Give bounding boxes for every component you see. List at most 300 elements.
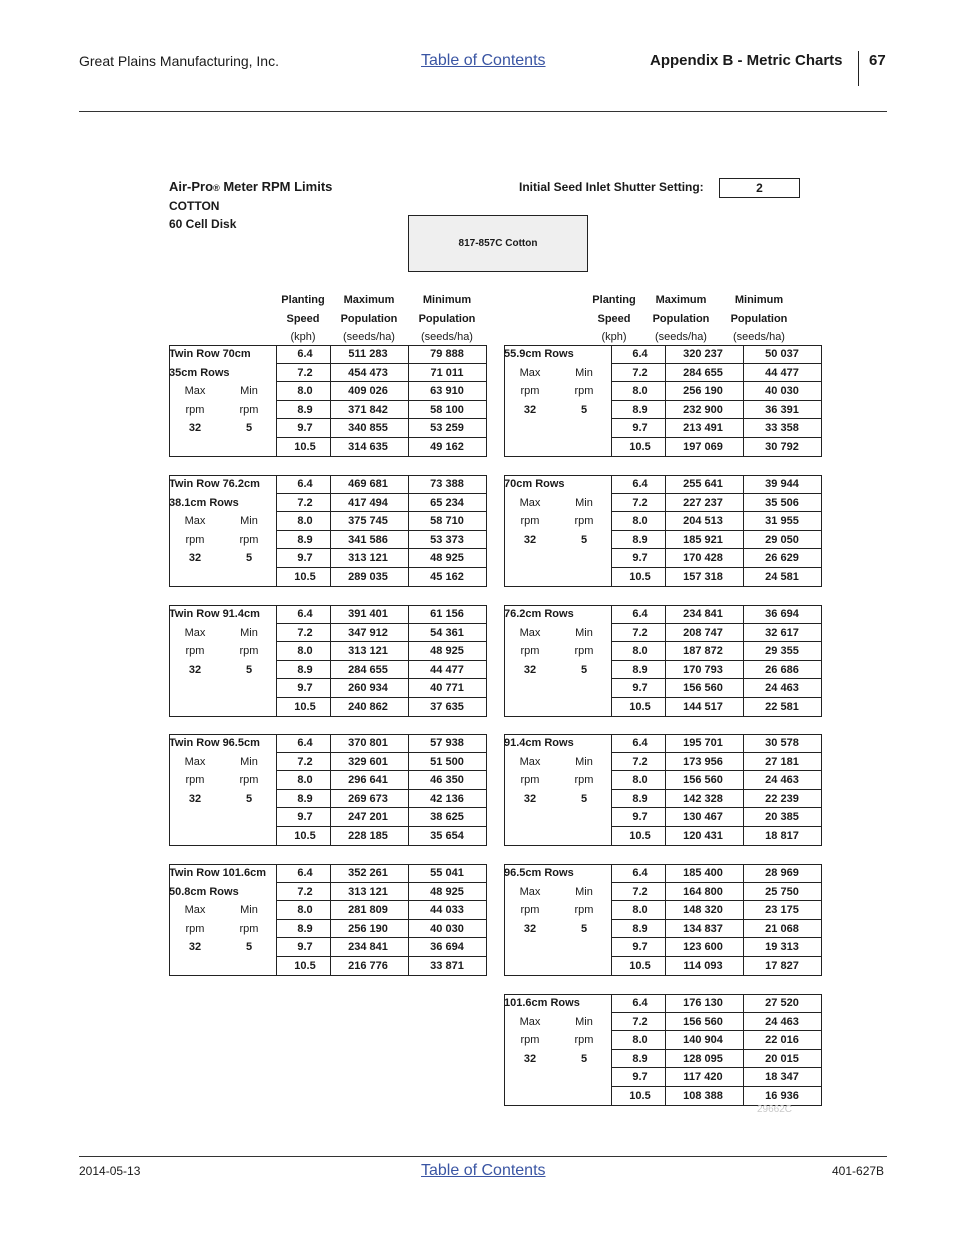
speed-cell: 10.5 <box>294 440 316 453</box>
max-population-cell: 164 800 <box>683 885 723 898</box>
col-header-unit: (seeds/ha) <box>733 331 785 343</box>
rpm-label: rpm <box>239 774 259 786</box>
max-population-cell: 187 872 <box>683 645 723 657</box>
row-spacing-title: 96.5cm Rows <box>504 867 574 879</box>
col-header-line: Minimum <box>734 294 784 306</box>
speed-cell: 6.4 <box>632 608 648 620</box>
min-population-cell: 50 037 <box>765 348 799 360</box>
header-divider <box>858 51 859 86</box>
col-header-line: Planting <box>281 294 325 306</box>
speed-cell: 8.0 <box>632 515 648 527</box>
min-rpm-value: 5 <box>245 941 253 953</box>
chart-title <box>169 179 332 194</box>
figure-id: 29662C <box>757 1104 793 1115</box>
rpm-label: rpm <box>574 385 594 397</box>
max-population-cell: 371 842 <box>348 403 388 416</box>
col-header-line: Population <box>418 312 476 325</box>
max-population-cell: 117 420 <box>683 1071 723 1083</box>
min-population-cell: 18 817 <box>765 829 799 842</box>
rpm-label: rpm <box>574 774 594 786</box>
chart-title-rest: Meter RPM Limits <box>219 179 333 194</box>
max-population-cell: 240 862 <box>348 700 388 713</box>
max-label: Max <box>184 755 206 768</box>
speed-cell: 8.0 <box>632 385 648 397</box>
speed-cell: 9.7 <box>297 552 313 564</box>
min-population-cell: 58 100 <box>430 403 464 416</box>
rpm-label: rpm <box>520 1034 540 1046</box>
min-population-cell: 42 136 <box>430 792 464 805</box>
max-population-cell: 144 517 <box>683 700 723 713</box>
speed-cell: 9.7 <box>632 682 648 694</box>
min-population-cell: 21 068 <box>765 922 799 935</box>
max-population-cell: 284 655 <box>348 663 388 676</box>
min-population-cell: 28 969 <box>765 867 799 879</box>
max-label: Max <box>184 904 206 916</box>
min-label: Min <box>575 626 593 639</box>
min-population-cell: 57 938 <box>430 737 464 749</box>
rpm-label: rpm <box>574 515 594 527</box>
max-population-cell: 120 431 <box>683 829 723 842</box>
header-rule <box>79 111 887 112</box>
speed-cell: 8.0 <box>297 515 313 527</box>
max-rpm-value: 32 <box>523 403 537 416</box>
speed-cell: 6.4 <box>297 867 313 879</box>
speed-cell: 6.4 <box>632 737 648 749</box>
min-population-cell: 40 030 <box>765 385 799 397</box>
max-population-cell: 173 956 <box>683 755 723 768</box>
speed-cell: 8.0 <box>632 904 648 916</box>
max-population-cell: 114 093 <box>683 959 723 972</box>
max-population-cell: 352 261 <box>348 867 388 879</box>
max-population-cell: 170 793 <box>683 663 723 676</box>
max-population-cell: 128 095 <box>683 1052 723 1065</box>
page-number: 67 <box>869 52 886 69</box>
min-label: Min <box>240 755 258 768</box>
speed-cell: 7.2 <box>632 885 648 898</box>
speed-cell: 8.9 <box>632 403 648 416</box>
min-rpm-value: 5 <box>580 533 588 546</box>
col-header-unit: (seeds/ha) <box>655 331 707 343</box>
max-population-cell: 313 121 <box>348 645 388 657</box>
col-header-unit: (kph) <box>290 331 316 343</box>
min-population-cell: 38 625 <box>430 811 464 823</box>
max-rpm-value: 32 <box>188 792 202 805</box>
max-population-cell: 391 401 <box>348 608 388 620</box>
min-label: Min <box>575 885 593 898</box>
min-rpm-value: 5 <box>245 422 253 434</box>
max-population-cell: 208 747 <box>683 626 723 639</box>
max-population-cell: 204 513 <box>683 515 723 527</box>
chart-title-main: Air-Pro <box>169 179 214 194</box>
min-population-cell: 48 925 <box>430 645 464 657</box>
max-population-cell: 347 912 <box>348 626 388 639</box>
min-label: Min <box>240 626 258 639</box>
min-population-cell: 44 477 <box>430 663 464 676</box>
rpm-label: rpm <box>185 645 205 657</box>
max-population-cell: 284 655 <box>683 366 723 379</box>
max-rpm-value: 32 <box>523 533 537 546</box>
speed-cell: 9.7 <box>632 552 648 564</box>
max-population-cell: 176 130 <box>683 997 723 1009</box>
max-rpm-value: 32 <box>188 941 202 953</box>
footer-date: 2014-05-13 <box>79 1164 141 1178</box>
max-population-cell: 197 069 <box>683 440 723 453</box>
col-header-line: Maximum <box>343 294 395 306</box>
max-population-cell: 314 635 <box>348 440 388 453</box>
max-population-cell: 511 283 <box>348 348 388 360</box>
max-label: Max <box>184 515 206 527</box>
speed-cell: 10.5 <box>294 829 316 842</box>
row-spacing-title: Twin Row 70cm <box>169 348 251 360</box>
min-population-cell: 36 694 <box>430 941 464 953</box>
speed-cell: 10.5 <box>294 700 316 713</box>
speed-cell: 10.5 <box>294 959 316 972</box>
max-population-cell: 156 560 <box>683 682 723 694</box>
speed-cell: 9.7 <box>632 811 648 823</box>
speed-cell: 10.5 <box>294 570 316 583</box>
min-label: Min <box>240 515 258 527</box>
col-header-max-left <box>330 291 408 347</box>
min-population-cell: 27 181 <box>765 755 799 768</box>
max-population-cell: 156 560 <box>683 1015 723 1028</box>
min-label: Min <box>575 496 593 509</box>
max-population-cell: 417 494 <box>348 496 388 509</box>
min-population-cell: 55 041 <box>430 867 464 879</box>
col-header-min-left <box>408 291 486 347</box>
min-population-cell: 22 581 <box>765 700 799 713</box>
row-spacing-title: Twin Row 91.4cm <box>169 608 260 620</box>
max-population-cell: 232 900 <box>683 403 723 416</box>
min-rpm-value: 5 <box>580 792 588 805</box>
speed-cell: 7.2 <box>632 496 648 509</box>
rpm-label: rpm <box>185 533 205 546</box>
max-population-cell: 170 428 <box>683 552 723 564</box>
rpm-label: rpm <box>520 774 540 786</box>
speed-cell: 9.7 <box>632 941 648 953</box>
max-population-cell: 234 841 <box>683 608 723 620</box>
min-rpm-value: 5 <box>245 792 253 805</box>
min-population-cell: 51 500 <box>430 755 464 768</box>
speed-cell: 8.9 <box>632 663 648 676</box>
min-population-cell: 58 710 <box>430 515 464 527</box>
speed-cell: 10.5 <box>629 1089 651 1102</box>
min-population-cell: 46 350 <box>430 774 464 786</box>
table-of-contents-link-top[interactable]: Table of Contents <box>421 52 546 69</box>
max-population-cell: 313 121 <box>348 885 388 898</box>
speed-cell: 6.4 <box>297 478 313 490</box>
row-spacing-title: 101.6cm Rows <box>504 997 580 1009</box>
max-label: Max <box>519 1015 541 1028</box>
rpm-label: rpm <box>239 533 259 546</box>
min-population-cell: 25 750 <box>765 885 799 898</box>
row-spacing-subtitle: 38.1cm Rows <box>169 496 239 509</box>
speed-cell: 7.2 <box>297 366 313 379</box>
speed-cell: 6.4 <box>632 478 648 490</box>
max-population-cell: 260 934 <box>348 682 388 694</box>
speed-cell: 7.2 <box>632 1015 648 1028</box>
max-rpm-value: 32 <box>523 922 537 935</box>
max-population-cell: 340 855 <box>348 422 388 434</box>
max-population-cell: 123 600 <box>683 941 723 953</box>
min-population-cell: 65 234 <box>430 496 464 509</box>
min-population-cell: 71 011 <box>430 366 464 379</box>
speed-cell: 8.9 <box>297 922 313 935</box>
company-name: Great Plains Manufacturing, Inc. <box>79 53 279 69</box>
col-header-line: Maximum <box>655 294 707 306</box>
min-population-cell: 19 313 <box>765 941 799 953</box>
speed-cell: 8.9 <box>632 922 648 935</box>
speed-cell: 9.7 <box>297 941 313 953</box>
shutter-setting-value: 2 <box>719 178 800 198</box>
max-rpm-value: 32 <box>188 422 202 434</box>
max-population-cell: 255 641 <box>683 478 723 490</box>
speed-cell: 9.7 <box>297 811 313 823</box>
max-population-cell: 157 318 <box>683 570 723 583</box>
max-rpm-value: 32 <box>523 1052 537 1065</box>
rpm-label: rpm <box>239 645 259 657</box>
min-population-cell: 35 506 <box>765 496 799 509</box>
max-population-cell: 185 400 <box>683 867 723 879</box>
min-rpm-value: 5 <box>580 922 588 935</box>
col-header-min-right <box>720 291 798 347</box>
min-population-cell: 54 361 <box>430 626 464 639</box>
min-population-cell: 24 463 <box>765 1015 799 1028</box>
min-label: Min <box>575 366 593 379</box>
min-population-cell: 49 162 <box>430 440 464 453</box>
rpm-label: rpm <box>520 515 540 527</box>
speed-cell: 8.9 <box>297 533 313 546</box>
table-of-contents-link-bottom[interactable]: Table of Contents <box>421 1162 546 1179</box>
min-population-cell: 32 617 <box>765 626 799 639</box>
speed-cell: 8.0 <box>632 774 648 786</box>
min-population-cell: 17 827 <box>765 959 799 972</box>
speed-cell: 7.2 <box>632 755 648 768</box>
max-rpm-value: 32 <box>188 552 202 564</box>
speed-cell: 7.2 <box>297 755 313 768</box>
row-spacing-title: Twin Row 76.2cm <box>169 478 260 490</box>
min-population-cell: 33 358 <box>765 422 799 434</box>
max-population-cell: 213 491 <box>683 422 723 434</box>
col-header-unit: (kph) <box>601 331 627 343</box>
max-population-cell: 227 237 <box>683 496 723 509</box>
max-label: Max <box>184 385 206 397</box>
max-label: Max <box>519 496 541 509</box>
crop-name: COTTON <box>169 199 220 213</box>
min-population-cell: 53 259 <box>430 422 464 434</box>
speed-cell: 7.2 <box>632 626 648 639</box>
min-population-cell: 79 888 <box>430 348 464 360</box>
speed-cell: 8.0 <box>297 774 313 786</box>
footer-rule <box>79 1156 887 1157</box>
speed-cell: 7.2 <box>297 885 313 898</box>
speed-cell: 8.9 <box>632 792 648 805</box>
rpm-label: rpm <box>520 904 540 916</box>
min-population-cell: 27 520 <box>765 997 799 1009</box>
row-spacing-subtitle: 35cm Rows <box>169 366 230 379</box>
row-spacing-title: Twin Row 101.6cm <box>169 867 266 879</box>
min-rpm-value: 5 <box>580 663 588 676</box>
speed-cell: 7.2 <box>297 496 313 509</box>
speed-cell: 6.4 <box>297 737 313 749</box>
min-rpm-value: 5 <box>580 1052 588 1065</box>
model-label-box: 817-857C Cotton <box>408 215 588 272</box>
min-population-cell: 36 391 <box>765 403 799 416</box>
min-population-cell: 45 162 <box>430 570 464 583</box>
max-population-cell: 281 809 <box>348 904 388 916</box>
max-population-cell: 256 190 <box>683 385 723 397</box>
max-population-cell: 329 601 <box>348 755 388 768</box>
rpm-label: rpm <box>574 904 594 916</box>
rpm-label: rpm <box>574 1034 594 1046</box>
min-population-cell: 36 694 <box>765 608 799 620</box>
max-population-cell: 256 190 <box>348 922 388 935</box>
speed-cell: 8.0 <box>297 645 313 657</box>
max-population-cell: 454 473 <box>348 366 388 379</box>
min-population-cell: 40 771 <box>430 682 464 694</box>
rpm-label: rpm <box>185 922 205 935</box>
rpm-label: rpm <box>520 645 540 657</box>
max-label: Max <box>519 885 541 898</box>
max-population-cell: 409 026 <box>348 385 388 397</box>
max-label: Max <box>519 755 541 768</box>
speed-cell: 6.4 <box>297 348 313 360</box>
rpm-label: rpm <box>185 403 205 416</box>
min-population-cell: 37 635 <box>430 700 464 713</box>
registered-mark: ® <box>213 183 220 193</box>
max-rpm-value: 32 <box>523 663 537 676</box>
col-header-max-right <box>642 291 720 347</box>
max-population-cell: 370 801 <box>348 737 388 749</box>
speed-cell: 8.9 <box>297 403 313 416</box>
speed-cell: 9.7 <box>632 1071 648 1083</box>
rpm-label: rpm <box>520 385 540 397</box>
rpm-label: rpm <box>239 403 259 416</box>
max-population-cell: 134 837 <box>683 922 723 935</box>
row-spacing-title: 76.2cm Rows <box>504 608 574 620</box>
row-spacing-title: Twin Row 96.5cm <box>169 737 260 749</box>
max-population-cell: 375 745 <box>348 515 388 527</box>
row-spacing-title: 55.9cm Rows <box>504 348 574 360</box>
max-population-cell: 195 701 <box>683 737 723 749</box>
col-header-unit: (seeds/ha) <box>421 331 473 343</box>
speed-cell: 6.4 <box>632 867 648 879</box>
min-population-cell: 24 581 <box>765 570 799 583</box>
rpm-label: rpm <box>185 774 205 786</box>
min-population-cell: 48 925 <box>430 552 464 564</box>
min-population-cell: 26 629 <box>765 552 799 564</box>
min-population-cell: 73 388 <box>430 478 464 490</box>
max-population-cell: 156 560 <box>683 774 723 786</box>
max-population-cell: 320 237 <box>683 348 723 360</box>
max-rpm-value: 32 <box>523 792 537 805</box>
rpm-label: rpm <box>574 645 594 657</box>
speed-cell: 9.7 <box>297 422 313 434</box>
max-population-cell: 247 201 <box>348 811 388 823</box>
speed-cell: 8.0 <box>297 904 313 916</box>
rpm-label: rpm <box>239 922 259 935</box>
speed-cell: 10.5 <box>629 829 651 842</box>
min-population-cell: 31 955 <box>765 515 799 527</box>
col-header-line: Speed <box>286 312 320 325</box>
max-rpm-value: 32 <box>188 663 202 676</box>
speed-cell: 6.4 <box>297 608 313 620</box>
min-population-cell: 24 463 <box>765 682 799 694</box>
speed-cell: 7.2 <box>297 626 313 639</box>
max-population-cell: 140 904 <box>683 1034 723 1046</box>
min-population-cell: 30 792 <box>765 440 799 453</box>
min-population-cell: 40 030 <box>430 922 464 935</box>
max-population-cell: 142 328 <box>683 792 723 805</box>
max-population-cell: 148 320 <box>683 904 723 916</box>
max-population-cell: 228 185 <box>348 829 388 842</box>
min-population-cell: 18 347 <box>765 1071 799 1083</box>
min-population-cell: 20 015 <box>765 1052 799 1065</box>
speed-cell: 6.4 <box>632 997 648 1009</box>
min-population-cell: 44 033 <box>430 904 464 916</box>
min-label: Min <box>240 385 258 397</box>
col-header-line: Minimum <box>422 294 472 306</box>
min-population-cell: 29 355 <box>765 645 799 657</box>
col-header-unit: (seeds/ha) <box>343 331 395 343</box>
min-rpm-value: 5 <box>245 663 253 676</box>
min-population-cell: 23 175 <box>765 904 799 916</box>
min-population-cell: 22 239 <box>765 792 799 805</box>
min-population-cell: 39 944 <box>765 478 799 490</box>
row-spacing-title: 70cm Rows <box>504 478 565 490</box>
shutter-setting-label: Initial Seed Inlet Shutter Setting: <box>519 180 704 194</box>
speed-cell: 6.4 <box>632 348 648 360</box>
speed-cell: 10.5 <box>629 440 651 453</box>
speed-cell: 8.0 <box>632 645 648 657</box>
max-population-cell: 108 388 <box>683 1089 723 1102</box>
row-spacing-title: 91.4cm Rows <box>504 737 574 749</box>
speed-cell: 8.0 <box>297 385 313 397</box>
speed-cell: 8.9 <box>297 663 313 676</box>
min-label: Min <box>240 904 258 916</box>
max-label: Max <box>184 626 206 639</box>
col-header-line: Population <box>340 312 398 325</box>
min-rpm-value: 5 <box>580 403 588 416</box>
max-population-cell: 313 121 <box>348 552 388 564</box>
max-population-cell: 269 673 <box>348 792 388 805</box>
min-population-cell: 44 477 <box>765 366 799 379</box>
max-population-cell: 130 467 <box>683 811 723 823</box>
max-population-cell: 234 841 <box>348 941 388 953</box>
speed-cell: 9.7 <box>632 422 648 434</box>
min-population-cell: 20 385 <box>765 811 799 823</box>
min-population-cell: 63 910 <box>430 385 464 397</box>
min-population-cell: 30 578 <box>765 737 799 749</box>
min-population-cell: 35 654 <box>430 829 464 842</box>
col-header-line: Population <box>730 312 788 325</box>
max-population-cell: 185 921 <box>683 533 723 546</box>
speed-cell: 7.2 <box>632 366 648 379</box>
speed-cell: 10.5 <box>629 570 651 583</box>
speed-cell: 8.9 <box>297 792 313 805</box>
max-population-cell: 341 586 <box>348 533 388 546</box>
min-population-cell: 53 373 <box>430 533 464 546</box>
min-population-cell: 16 936 <box>765 1089 799 1102</box>
min-population-cell: 22 016 <box>765 1034 799 1046</box>
min-population-cell: 33 871 <box>430 959 464 972</box>
max-population-cell: 289 035 <box>348 570 388 583</box>
disk-type: 60 Cell Disk <box>169 217 237 231</box>
col-header-line: Population <box>652 312 710 325</box>
min-population-cell: 48 925 <box>430 885 464 898</box>
min-population-cell: 61 156 <box>430 608 464 620</box>
min-label: Min <box>575 1015 593 1028</box>
max-population-cell: 296 641 <box>348 774 388 786</box>
